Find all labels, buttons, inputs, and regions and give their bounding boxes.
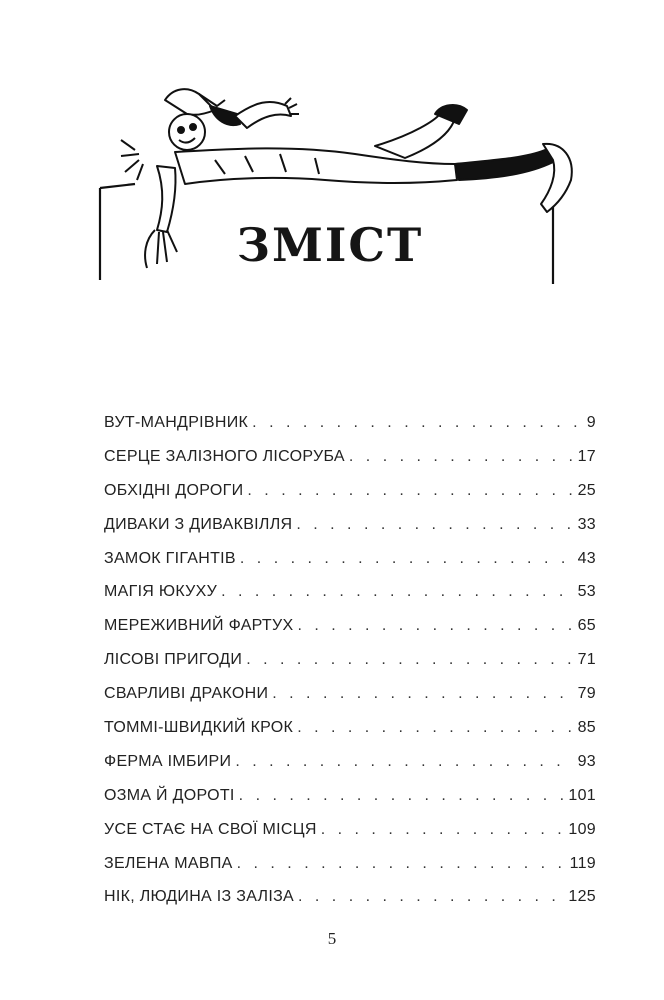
toc-entry-page: 79 <box>577 685 596 703</box>
toc-entry-page: 33 <box>577 515 596 533</box>
toc-entry[interactable] <box>104 482 596 516</box>
page-number: 5 <box>327 929 337 948</box>
toc-entry-page: 119 <box>569 854 596 872</box>
dot-leader <box>246 651 573 669</box>
toc-entry-title: ТОММІ-ШВИДКИЙ КРОК <box>104 719 294 737</box>
toc-entry-title: ВУТ-МАНДРІВНИК <box>104 414 249 431</box>
toc-entry-page: 85 <box>577 719 596 737</box>
toc-entry[interactable] <box>104 719 596 753</box>
toc-entry-title: ОЗМА Й ДОРОТІ <box>104 786 235 804</box>
toc-entry-page: 25 <box>577 481 596 499</box>
toc-entry-page: 9 <box>586 414 596 431</box>
dot-leader <box>298 888 564 906</box>
toc-entry-title: ДИВАКИ З ДИВАКВІЛЛЯ <box>104 515 293 533</box>
toc-entry[interactable] <box>104 651 596 685</box>
toc-entry-title: ФЕРМА ІМБИРИ <box>104 752 232 770</box>
toc-entry[interactable] <box>104 787 596 821</box>
dot-leader <box>321 821 565 839</box>
dot-leader <box>297 719 573 737</box>
page-title: ЗМІСТ <box>236 218 424 272</box>
toc-entry[interactable] <box>104 550 596 584</box>
toc-entry[interactable] <box>104 516 596 550</box>
toc-entry[interactable] <box>104 753 596 787</box>
toc-entry-title: ЗЕЛЕНА МАВПА <box>104 854 233 872</box>
toc-entry[interactable] <box>104 685 596 719</box>
dot-leader <box>235 753 573 771</box>
toc-entry[interactable] <box>104 821 596 855</box>
toc-entry-page: 53 <box>577 583 596 601</box>
table-of-contents <box>104 414 596 922</box>
toc-entry-title: СЕРЦЕ ЗАЛІЗНОГО ЛІСОРУБА <box>104 447 345 465</box>
dot-leader <box>237 855 566 873</box>
toc-entry-page: 43 <box>577 549 596 567</box>
toc-entry-title: УСЕ СТАЄ НА СВОЇ МІСЦЯ <box>104 820 317 838</box>
toc-entry[interactable] <box>104 583 596 617</box>
toc-entry[interactable] <box>104 414 596 448</box>
toc-entry-title: МЕРЕЖИВНИЙ ФАРТУХ <box>104 617 294 635</box>
toc-entry-title: МАГІЯ ЮКУХУ <box>104 583 218 601</box>
dot-leader <box>297 617 573 635</box>
toc-entry-page: 65 <box>577 617 596 635</box>
toc-entry[interactable] <box>104 888 596 922</box>
dot-leader <box>240 550 574 568</box>
toc-entry-title: ЛІСОВІ ПРИГОДИ <box>104 651 243 669</box>
dot-leader <box>221 583 574 601</box>
toc-entry-page: 71 <box>577 651 596 669</box>
toc-entry-title: ЗАМОК ГІГАНТІВ <box>104 549 236 567</box>
toc-entry-page: 101 <box>568 786 596 804</box>
toc-entry-page: 125 <box>568 888 596 906</box>
toc-entry-page: 17 <box>577 447 596 465</box>
dot-leader <box>272 685 573 703</box>
toc-entry-page: 93 <box>577 752 596 770</box>
dot-leader <box>349 448 574 466</box>
toc-entry-title: СВАРЛИВІ ДРАКОНИ <box>104 685 269 703</box>
toc-entry-title: НІК, ЛЮДИНА ІЗ ЗАЛІЗА <box>104 888 295 906</box>
dot-leader <box>252 414 583 432</box>
dot-leader <box>296 516 573 534</box>
toc-entry[interactable] <box>104 448 596 482</box>
dot-leader <box>247 482 573 500</box>
toc-entry[interactable] <box>104 855 596 889</box>
dot-leader <box>239 787 565 805</box>
toc-entry-title: ОБХІДНІ ДОРОГИ <box>104 481 244 499</box>
toc-entry[interactable] <box>104 617 596 651</box>
toc-entry-page: 109 <box>568 820 596 838</box>
